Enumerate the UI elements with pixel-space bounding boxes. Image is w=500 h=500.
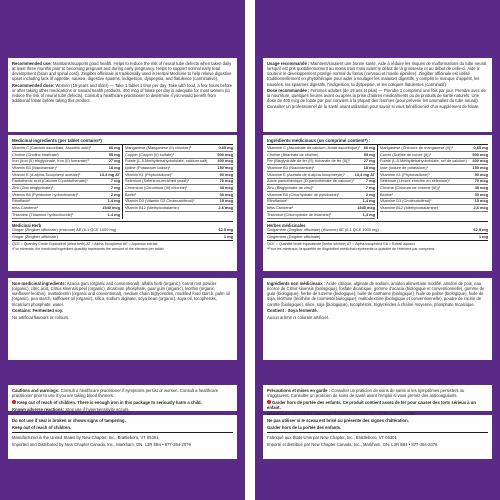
ingredient-amount: 0,65 mg: [473, 144, 488, 150]
ingredient-name: Iron (Iron (II) bisglycinate, Iron (II) fumarate)¹: [12, 158, 89, 164]
ingredient-name: Vitamin B6 (Pyridoxine hydrochloride)¹: [12, 191, 79, 197]
recommended-use-text: Maintains/supports good health. Helps to reduce the risk of neural tube defects when taken daily at least three months prior to becoming pregnant and during early pregnancy. Helps to support normal early fetal development (brain and spinal cord). Zingiber officinale is traditionally used in Herbal Medicine to help relieve digestive upset including lack of appetite, nausea, digestive spasms, indigestion, dyspepsia, and flatulence (carminative).: [12, 61, 232, 82]
non-medicinal-heading: Non-medicinal ingredients:: [12, 281, 66, 286]
ingredient-amount: 15 mcg: [474, 198, 488, 204]
ingredient-amount: 500 mcg: [217, 151, 233, 157]
recommended-section-fr: [263, 58, 492, 132]
ingredient-name: Zinc (Bisglycinate de zinc)¹: [267, 185, 314, 190]
legend-text-fr: QCE = Quantité brute équivalente (herbe séchée) AT = Alpha-tocophérol EA = Extrait aqueux: [267, 242, 416, 247]
ingredient-name: Manganese (Manganese (II) chloride)¹: [125, 144, 192, 150]
ingredient-name: Biotin¹: [125, 191, 137, 197]
ingredient-amount: 2.6 mcg: [218, 205, 233, 211]
cautions-heading: Cautions and warnings:: [12, 388, 60, 393]
table-title-fr: Ingrédients médicinaux (un comprimé contient*) :: [267, 138, 371, 143]
non-medicinal-section: [8, 278, 237, 360]
ingredient-name: Selenium (Selenium-enriched yeast)¹: [125, 178, 190, 184]
ingredient-amount: 2 mg: [110, 191, 120, 197]
ingredient-name: Vitamin K1 (Phytonadione)¹: [125, 171, 173, 177]
non-medicinal-text-fr: Acide citrique, alginate de sodium, amidon alimentaire modifié, amidon de pois, eau, écorce de Citrus sinensis (biologique), fosfate dicalcique, gomme d'acacia (biologique et conventionnelle), gomme de guar (biologique), herbe de luzerne (biologique), huile de carthame (biologique), huile de palme (biologique), huile de soja, lécithine (lécithine de tournesol biologique), maltodextrine (biologique et conventionnelle), poudre de racine de carotte (biologique), silice, soja (biologique), tocophérols, triglycérides à chaîne moyenne, phosphate tricalcique.: [267, 281, 485, 307]
recommended-dose-text: Women (19 years and older) — Take 1 tablet 1 time per day. Take with food, a few hours before or after taking other medications or natural health products. 400 mcg of folate per day is adequate for most women (to reduce the risk of neural tube defects). Consult a healthcare practitioner to determine if you would benefit from additional folate before taking this product.: [12, 83, 233, 104]
cautions-text: Consult a healthcare practitioner if symptoms persist or worsen. Consult a healthcare practitioner prior to use if you are taking blood thinners.: [12, 388, 219, 399]
manufactured-text-fr: Fabriqué aux États-Unis par New Chapter, Inc., Brattleboro, VT 05301: [267, 434, 397, 440]
ingredient-amount: 1.4 mg: [107, 198, 120, 204]
divider: [12, 432, 233, 433]
ingredient-amount: 15 mcg: [219, 198, 233, 204]
table-title: Medicinal ingredients (per tablet contains*): [12, 138, 102, 143]
ingredient-name: Pantothenic acid (Calcium D-pantothenate)¹: [12, 178, 88, 184]
ingredient-amount: 400 mcg: [472, 158, 488, 164]
ingredient-name: Folate (L-5-Méthyltetrahydrofolate, sel de calcium): [380, 158, 467, 164]
herb-sub-row-fr: Gingembre (Zingiber officinale) 1 mg: [267, 234, 488, 241]
ingredient-row: [380, 185, 488, 192]
ingredient-amount: 1540 mcg: [357, 205, 375, 211]
ingredient-amount: 2,6 mcg: [473, 205, 488, 211]
ingredient-name: Vitamin E (d-alpha-Tocopheryl acetate)¹: [12, 171, 81, 177]
non-medicinal-text: Acacia gum (organic and conventional), alfalfa herb (organic), carrot root powder (organic), citric acid, Citrus sinensis peel (organic), dicalcium phosphate, guar gum (organic), lecithin (organic sunflower lecithin), maltodextrin (organic and conventional), medium chain triglycerides, modified food starch, palm oil (organic), pea starch, safflower oil (organic), silica, sodium alginate, soya bean (organic), soya oil, tocopherols, tricalcium phosphate, water.: [12, 281, 230, 307]
ingredient-amount: 45 mcg: [474, 185, 488, 190]
ingredient-name: Iode (Iodure de potassium)¹: [380, 164, 428, 170]
ingredient-name: Fer (Bisglycinate de fer (II), fumarate de fer (II))¹: [267, 158, 350, 164]
non-medicinal-heading-fr: Ingrédients non médicinaux :: [267, 281, 326, 286]
left-ingredient-column: [12, 145, 122, 218]
recommended-dose-heading: Recommended dose:: [12, 83, 55, 89]
ingredient-amount: 1,4 mg: [362, 198, 375, 204]
ingredient-amount: 13,4 mg AT: [354, 171, 375, 177]
ingredient-amount: 7 mg: [365, 178, 375, 184]
keep-reach-text-fr: Garder hors de la portée des enfants.: [267, 424, 342, 430]
adverse-heading: Known adverse reactions:: [12, 406, 65, 412]
ingredient-name: Manganèse (Chlorure de manganèse (II))¹: [380, 144, 453, 150]
legend-text: QCE = Quantity Crude Equivalent (dried herb) AT = Alpha Tocopherol AE = Aqueous extract: [12, 242, 158, 247]
ingredient-name: Vitamine K1 (Phytonadione)¹: [380, 171, 430, 177]
ingredient-amount: 27 mg: [108, 158, 120, 164]
ingredient-amount: 0.65 mg: [218, 144, 233, 150]
ingredient-amount: 90 mcg: [219, 171, 233, 177]
ingredient-amount: 150 mcg: [472, 164, 488, 170]
ingredient-amount: 150 mcg: [217, 164, 233, 170]
ingredient-amount: 7 mg: [365, 185, 375, 190]
ingredient-amount: 60 mg: [108, 144, 120, 150]
right-ingredient-column-fr: [377, 145, 488, 218]
french-label-panel: [255, 0, 500, 500]
ingredient-amount: 1,4 mg: [362, 211, 375, 217]
herb-heading: Medicinal Herb: [12, 221, 233, 228]
ingredient-name: Chromium (Chromium (III) chloride)¹: [125, 185, 188, 190]
ingredients-table-fr: [263, 135, 492, 271]
cautions-section: [8, 385, 237, 411]
ingredient-name: Biotine¹: [380, 191, 394, 197]
tamper-text: Do not use if seal is broken or shows signs of tampering.: [12, 418, 126, 423]
herb-row-fr: Gingembre (Zingiber officinale) (rhizome) AE (6:1 QCE 1000 mg) 62,5 mg: [267, 228, 488, 235]
keep-reach-text: Keep out of reach of children.: [12, 424, 72, 430]
ingredient-amount: 30 mcg: [474, 191, 488, 197]
panel-gap: [245, 0, 255, 500]
ingredient-amount: 2 mg: [365, 191, 375, 197]
recommended-dose-text-fr: Femmes adultes (de 19 ans et plus) — Prendre 1 comprimé une fois par jour. Prendre avec de la nourriture, quelques heures avant ou après la prise d'autres médicaments ou de produits de santé naturels. Une dose de 400 mcg de folate par jour convient à la plupart des femmes (pour prévenir les anomalies du tube neural). Consulter un professionnel de la santé avant utilisation pour savoir si vous bénéficieriez d'un supplément de folate.: [267, 88, 486, 109]
ingredients-table: [8, 135, 237, 271]
manufactured-text: Manufactured in the United States by New Chapter, Inc., Brattleboro, VT 05301: [12, 434, 159, 440]
left-ingredient-column-fr: [267, 145, 377, 218]
ingredient-amount: 55 mg: [363, 151, 375, 157]
recommended-section: [8, 58, 237, 132]
ingredient-name: Vitamin B12 (Methylcobalamin): [125, 205, 179, 211]
warning-icon: [12, 400, 16, 404]
cautions-section-fr: [263, 385, 492, 411]
ingredient-name: Choline (Choline bitartrate): [12, 151, 59, 157]
ingredient-name: beta-Carotene¹: [12, 205, 39, 211]
imported-text: Imported and Distributed by New Chapter Canada, Inc., Markham, ON. L3R 5B4 • 877-354-2076: [12, 441, 191, 447]
right-ingredient-column: [122, 145, 233, 218]
warning-icon: [267, 400, 271, 404]
divider: [267, 432, 488, 433]
ingredient-name: Vitamin D3 (Vitamin D3 Cholecalciferol)¹: [125, 198, 195, 204]
ingredient-name: Vitamin C (Calcium ascorbate, Ascorbic acid)¹: [12, 144, 92, 150]
ingredient-name: Vitamine D3 (Cholécalciférol)¹: [380, 198, 432, 204]
ingredient-name: Riboflavine¹: [267, 198, 288, 204]
ingredient-name: Vitamin B3 (Niacinamide)¹: [12, 164, 58, 170]
ingredient-row: [125, 185, 233, 192]
ingredient-amount: 18 mg: [363, 164, 375, 170]
ingredient-name: bêta-Carotène¹: [267, 205, 294, 211]
ingredient-amount: 1540 mcg: [102, 205, 120, 211]
ingredient-name: Sélénium (Levure enrichie en sélénium)¹: [380, 178, 450, 184]
ingredient-name: Vitamine B12 (Méthylcobalamine): [380, 205, 439, 211]
mineral-note: *For minerals, the medicinal ingredient quantity represents the amount of the element per tablet.: [12, 247, 165, 252]
ingredient-name: Vitamine B3 (Niacinamide)¹: [267, 164, 315, 170]
ingredient-row: [12, 212, 120, 219]
footer-section-fr: [263, 415, 492, 459]
ingredient-amount: 27 mg: [363, 158, 375, 164]
ingredient-row: [125, 205, 233, 212]
mineral-note-fr: *Pour les minéraux, la quantité de l'ingrédient médicinal représente la quantité de l'élément par comprimé.: [267, 247, 436, 252]
ingredient-name: Chrome (Chlorure de chrome (III))¹: [380, 185, 441, 190]
ingredient-row: [267, 212, 375, 219]
ingredient-name: Vitamine C (Ascorbate de calcium, Acide ascorbique)¹: [267, 144, 360, 150]
ingredient-amount: 55 mg: [108, 151, 120, 157]
herb-heading-fr: Herbes médicinales: [267, 221, 488, 228]
ingredient-amount: 7 mg: [110, 178, 120, 184]
ingredient-amount: 400 mcg: [217, 158, 233, 164]
ingredient-name: Acide pantothénique (D-pantothénate de calcium)¹: [267, 178, 354, 184]
herb-row: Ginger (Zingiber officinale) (rhizome) AE (6:1 QCE 1000 mg) 62.5 mg: [12, 228, 233, 235]
herb-sub-row: Ginger (Zingiber officinale) 1 mg: [12, 234, 233, 241]
ingredient-amount: 30 mcg: [219, 191, 233, 197]
recommended-use-heading: Recommended use:: [12, 61, 52, 66]
english-label-panel: [0, 0, 245, 500]
contains-text-fr: Contient : Soya fermenté.: [267, 308, 318, 314]
ingredient-name: Choline (Bitartrate de choline): [267, 151, 319, 157]
ingredient-name: Thiamine (Thiamine hydrochloride)¹: [12, 211, 74, 217]
adverse-text: Stop use if hypersensitivity occurs.: [65, 406, 130, 412]
ingredient-name: Thiamine (Chlorhydrate de thiamine)¹: [267, 211, 332, 217]
ingredient-name: Vitamine E (Acétate de d-alpha-tocophéryle)¹: [267, 171, 345, 177]
imported-text-fr: Importé et distribué par New Chapter Canada, Inc., Markham, ON. L3R 5B4 • 877-354-2076: [267, 441, 438, 447]
ingredient-amount: 13.4 mg AT: [99, 171, 120, 177]
ingredient-name: Cuivre (Sulfate de cuivre (II))¹: [380, 151, 432, 157]
recommended-use-heading-fr: Usage recommandé :: [267, 61, 310, 66]
ingredient-amount: 7 mg: [110, 185, 120, 190]
ingredient-row: [380, 205, 488, 212]
no-artificial-text: No artificial flavours or colours.: [12, 314, 70, 320]
ingredient-name: Iodine (Potassium iodide)¹: [125, 164, 171, 170]
keep-out-warning: Keep out of reach of children. There is enough iron in this package to seriously harm a child.: [17, 399, 202, 405]
ingredient-amount: 18 mg: [108, 164, 120, 170]
ingredient-amount: 90 mcg: [474, 171, 488, 177]
ingredient-amount: 60 mg: [363, 144, 375, 150]
ingredient-amount: 70 mcg: [219, 178, 233, 184]
ingredient-name: Zinc (Zinc bisglycinate)¹: [12, 185, 54, 190]
cautions-heading-fr: Précautions et mises en garde :: [267, 388, 331, 393]
cautions-text-fr: Consulter un praticien de soins de santé si les symptômes persistent ou s'aggravent. Consulter un praticien de soins de santé avant l'emploi si vous prenez des anticoagulants.: [267, 388, 465, 399]
ingredient-name: Riboflavin¹: [12, 198, 31, 204]
non-medicinal-section-fr: [263, 278, 492, 360]
recommended-dose-heading-fr: Dose recommandée :: [267, 88, 310, 94]
ingredient-amount: 1.4 mg: [107, 211, 120, 217]
ingredient-amount: 45 mcg: [219, 185, 233, 190]
contains-text: Contains: Fermented soy.: [12, 308, 64, 314]
ingredient-name: Vitamine B6 (Chlorhydrate de pyridoxine)¹: [267, 191, 340, 197]
recommended-use-text-fr: Maintient/soutient une bonne santé. Aide à réduire les risques de malformations du tube neural lorsqu'il est pris quotidiennement au moins trois mois avant le début de la grossesse et au début de celle-ci. Aide à soutenir le développement protégé normal du fœtus (cerveau et moelle épinière). Zingiber officinale est utilisé traditionnellement en phytothérapie pour aider à soulager les malaises digestifs, y compris le manque d'appétit, les nausées, les spasmes digestifs, l'indigestion, la dyspepsie, et les coliques flatulentes (carminatif).: [267, 61, 487, 87]
ingredient-amount: 70 mcg: [474, 178, 488, 184]
ingredient-name: Copper (Copper (II) sulfate)¹: [125, 151, 174, 157]
ingredient-name: Folate (L-5-Methyltetrahydrofolate, calcium salt): [125, 158, 208, 164]
tamper-text-fr: Ne pas utiliser si le sceau est brisé ou présente des signes d'altération.: [267, 418, 409, 423]
no-artificial-text-fr: Aucun arôme ni colorant artificiel.: [267, 314, 329, 320]
keep-out-warning-fr: Garder hors de portée des enfants. Ce produit contient assez de fer pour causer des torts sérieux à un enfant.: [267, 399, 476, 410]
footer-section: [8, 415, 237, 459]
ingredient-amount: 500 mcg: [472, 151, 488, 157]
